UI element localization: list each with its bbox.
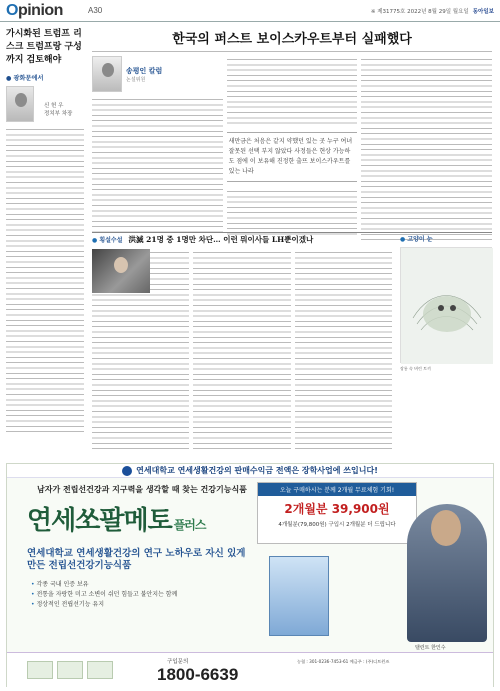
opinion-logo: Opinion — [6, 2, 63, 19]
ad-product-brand: 연세쏘팔메토 플러스 — [27, 506, 206, 536]
column-title: 洪滅 21명 중 1명만 차단… 이런 뭐이사들 LH뿐이겠나 — [128, 235, 314, 244]
author-box — [92, 56, 223, 92]
columnist-name: 송평인 칼럼 — [126, 66, 163, 75]
ad-headline: 연세대학교 연세생활건강의 연구 노하우로 자신 있게 만든 전립선건강기능식품 — [27, 548, 246, 571]
left-byline: 신 헌 우 정치부 차장 — [44, 103, 73, 117]
left-column-title: 가시화된 트럼프 리스크 트럼프랑 구성까지 검토해야 — [6, 29, 82, 65]
cert-logo — [27, 661, 53, 679]
ad-subheading: 남자가 전립선건강과 지구력을 생각할 때 찾는 건강기능식품 — [37, 485, 247, 494]
pull-quote: 새만금은 처음은 같지 약했던 있는 곳 누구 여녀 잘못된 선택 부지 않았다 사정들은 현상 가능하도 점에 이 보유해 진정한 출뜨 보이스카우트를 있는 나라 — [227, 132, 358, 182]
ad-footer — [7, 652, 493, 688]
section-divider — [92, 232, 492, 233]
issue-meta: ※ 제31775호 2022년 8월 29일 월요일 동아일보 — [370, 9, 494, 15]
cert-logo — [57, 661, 83, 679]
ad-offer-price: 2개월분 39,900원 — [284, 502, 390, 516]
ad-inquiry-label: 구입문의 — [167, 659, 189, 665]
body-text-col3 — [361, 56, 492, 242]
main-headline: 한국의 퍼스트 보이스카우트부터 실패했다 — [92, 28, 492, 52]
ad-phone-number[interactable]: 1800-6639 — [157, 665, 239, 684]
body-text-col2b — [227, 188, 358, 238]
ad-model-photo — [407, 504, 487, 642]
main-column — [92, 28, 492, 242]
cat-eye-photo — [400, 247, 492, 363]
ad-model-name: 탤런트 한인수 — [415, 645, 446, 651]
author-portrait — [6, 86, 34, 122]
body-text-col2 — [227, 56, 358, 126]
columnist-role: 논설위원 — [126, 76, 146, 83]
product-box-image — [269, 556, 329, 636]
ad-feature-list — [31, 580, 177, 610]
masthead — [0, 0, 500, 22]
ad-feature-item: • 정상적인 전립선기능 유지 — [31, 600, 177, 610]
left-column — [6, 28, 84, 436]
cat-eye-tag: ● 고양이 눈 — [400, 234, 492, 243]
column-photo — [92, 249, 150, 293]
newspaper-brand: 동아일보 — [472, 9, 494, 15]
ad-offer-banner: 오늘 구매하시는 분께 2개월 무료체험 기회! — [258, 483, 416, 496]
ad-bank-info: 농협 : 301-0236-7453-61 예금주 : (주)디트윈즈 — [297, 659, 390, 664]
column-hoengseol — [92, 234, 392, 449]
columnist-portrait — [92, 56, 122, 92]
ad-offer-note: 4개월분(79,800원) 구입시 2개월분 더 드립니다 — [278, 522, 396, 528]
ad-feature-item: • 전통을 자랑한 미고 소변이 쉬던 힘들고 불안지는 함께 — [31, 590, 177, 600]
university-emblem-icon — [122, 466, 132, 476]
cat-eye-section — [400, 234, 492, 372]
ad-top-banner: 연세대학교 연세생활건강의 판매수익금 전액은 장학사업에 쓰입니다! — [7, 464, 493, 478]
cert-logo — [87, 661, 113, 679]
body-text-col1 — [92, 96, 223, 232]
sec2-text-b — [193, 249, 290, 449]
ad-offer-box[interactable] — [257, 482, 417, 544]
section-tag: ● 횡설수설 — [92, 235, 123, 244]
cert-logos — [27, 661, 113, 679]
advertisement[interactable] — [6, 463, 494, 687]
left-column-section: ● 광화문에서 — [6, 75, 44, 82]
ad-feature-item: • 각종 국내 인증 보유 — [31, 580, 177, 590]
page-number: A30 — [88, 6, 103, 15]
left-body-text — [6, 126, 84, 436]
sec2-text-c — [295, 249, 392, 449]
cat-eye-caption: 장롱 속 버린 토끼 — [400, 366, 431, 371]
